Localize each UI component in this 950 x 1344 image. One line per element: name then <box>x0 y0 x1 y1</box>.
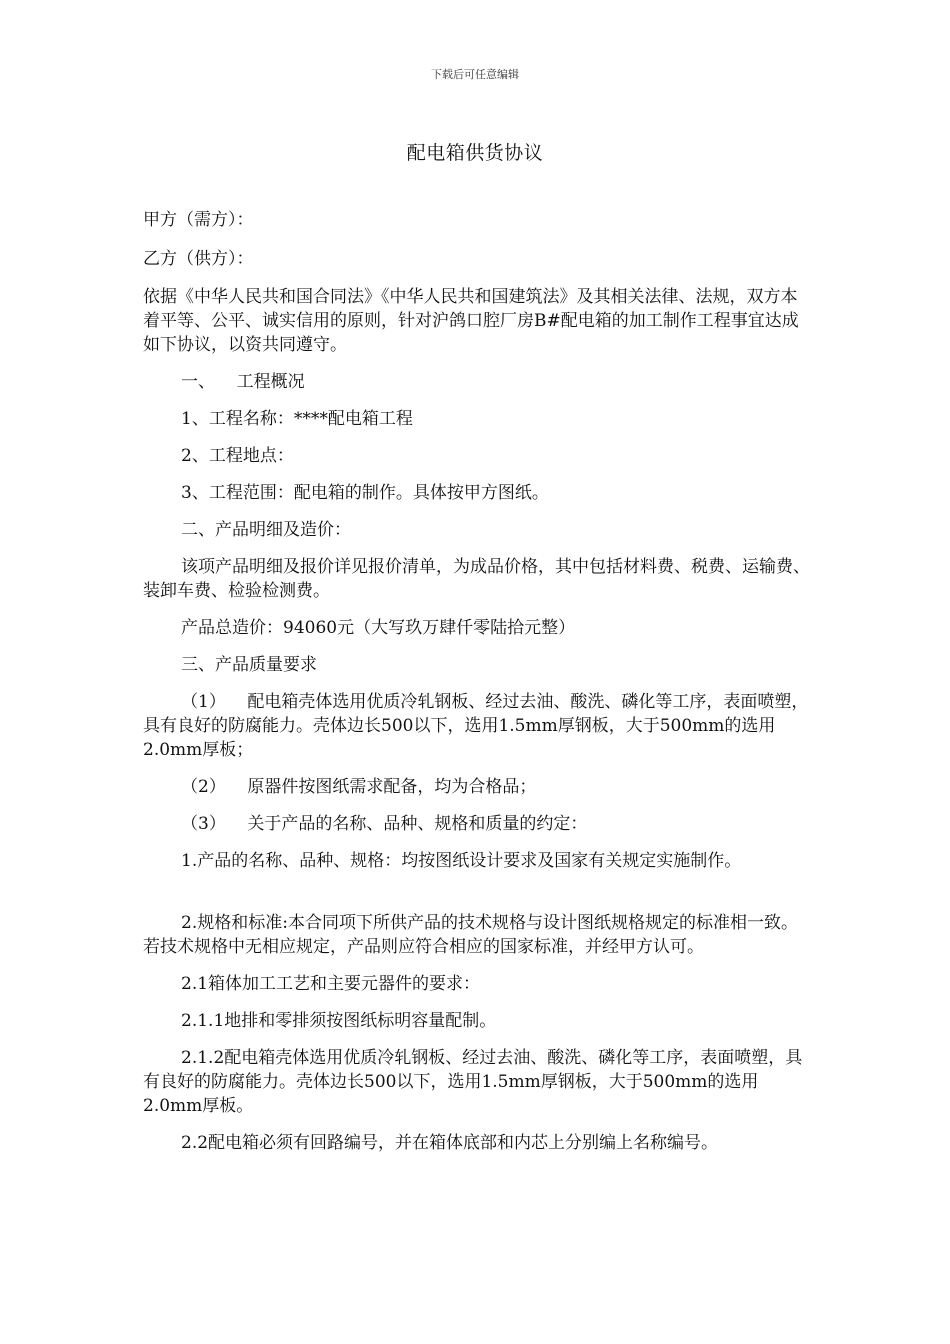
requirement-3: （3） 关于产品的名称、品种、规格和质量的约定： <box>181 814 588 834</box>
header-note: 下载后可任意编辑 <box>431 68 519 81</box>
clause-2-1: 2.1箱体加工工艺和主要元器件的要求： <box>181 974 481 994</box>
document-title: 配电箱供货协议 <box>406 142 544 164</box>
product-detail-paragraph: 该项产品明细及报价详见报价清单，为成品价格，其中包括材料费、税费、运输费、装卸车费、检验检测费。 <box>143 557 810 601</box>
clause-1: 1.产品的名称、品种、规格：均按图纸设计要求及国家有关规定实施制作。 <box>181 851 742 871</box>
section2-heading: 二、产品明细及造价： <box>181 520 351 540</box>
clause-2: 2.规格和标准:本合同项下所供产品的技术规格与设计图纸规格规定的标准相一致。若技术规格中无相应规定，产品则应符合相应的国家标准，并经甲方认可。 <box>143 913 798 957</box>
section3-heading: 三、产品质量要求 <box>181 655 317 675</box>
intro-paragraph: 依据《中华人民共和国合同法》《中华人民共和国建筑法》及其相关法律、法规，双方本着平等、公平、诚实信用的原则，针对沪鸽口腔厂房B#配电箱的加工制作工程事宜达成如下协议，以资共同遵守。 <box>143 287 799 355</box>
party-a-line: 甲方（需方）： <box>143 210 254 230</box>
clause-2-1-2: 2.1.2配电箱壳体选用优质冷轧钢板、经过去油、酸洗、磷化等工序，表面喷塑，具有良好的防腐能力。壳体边长500以下，选用1.5mm厚钢板，大于500mm的选用2.0mm厚板。 <box>143 1048 803 1116</box>
requirement-1: （1） 配电箱壳体选用优质冷轧钢板、经过去油、酸洗、磷化等工序，表面喷塑，具有良好的防腐能力。壳体边长500以下，选用1.5mm厚钢板，大于500mm的选用2.0mm厚板； <box>143 692 809 760</box>
document-body <box>143 208 811 1155</box>
project-scope: 3、工程范围：配电箱的制作。具体按甲方图纸。 <box>181 483 549 503</box>
section1-heading: 一、 工程概况 <box>181 372 305 392</box>
total-price: 产品总造价：94060元（大写玖万肆仟零陆拾元整） <box>181 618 576 638</box>
clause-2-2: 2.2配电箱必须有回路编号，并在箱体底部和内芯上分别编上名称编号。 <box>181 1133 719 1153</box>
requirement-2: （2） 原器件按图纸需求配备，均为合格品； <box>181 777 537 797</box>
party-b-line: 乙方（供方）： <box>143 249 254 269</box>
project-name: 1、工程名称：****配电箱工程 <box>181 409 413 429</box>
project-location: 2、工程地点： <box>181 446 294 466</box>
clause-2-1-1: 2.1.1地排和零排须按图纸标明容量配制。 <box>181 1011 497 1031</box>
